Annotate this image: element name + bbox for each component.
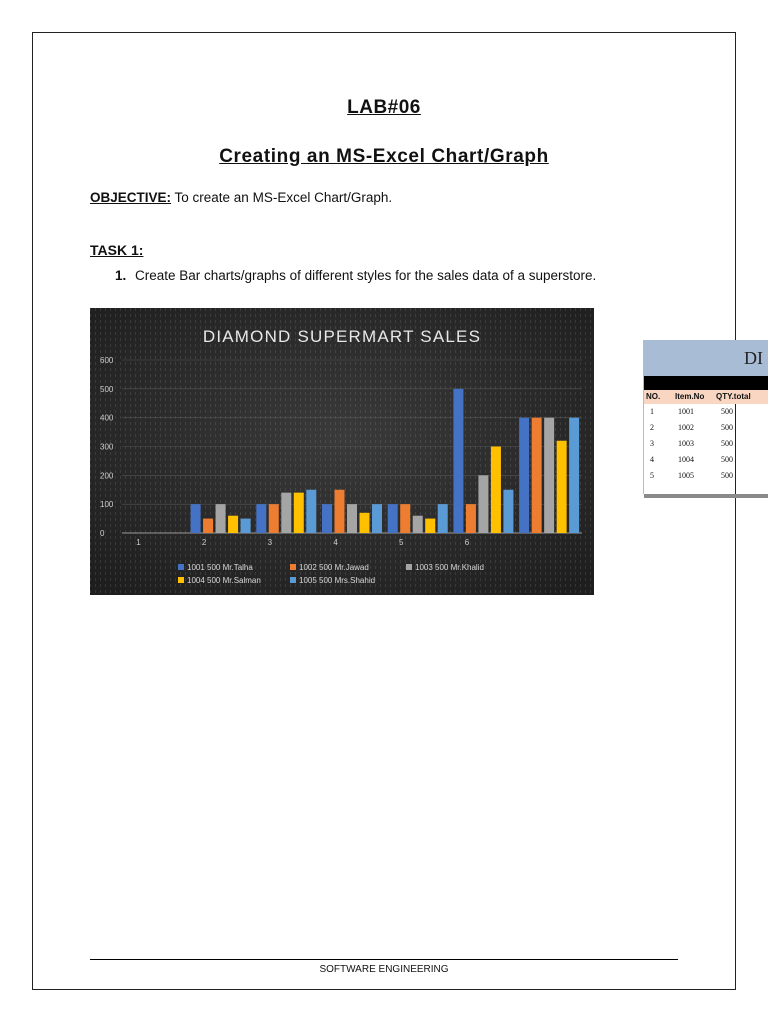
x-tick-label: 3 [267, 538, 273, 547]
bar-1001-cat-5 [388, 504, 398, 533]
task-item-text: Create Bar charts/graphs of different styles for the sales data of a superstore. [135, 268, 597, 283]
bar-1002-cat-4 [335, 490, 345, 533]
bar-1001-cat-2 [191, 504, 201, 533]
legend-swatch [290, 577, 296, 583]
y-tick-label: 400 [100, 413, 114, 423]
page-title: Creating an MS-Excel Chart/Graph [219, 146, 549, 167]
table-cell: 1002 [678, 423, 694, 432]
y-tick-label: 200 [100, 471, 114, 481]
bar-1002-cat-5 [400, 504, 410, 533]
bar-1005-cat-4 [372, 504, 382, 533]
table-row [644, 406, 768, 418]
bar-1004-cat-5 [425, 519, 435, 533]
objective-line [90, 190, 392, 205]
table-row [644, 438, 768, 450]
task-item-number: 1. [115, 268, 127, 283]
table-cell: 5 [650, 471, 654, 480]
objective-label: OBJECTIVE: [90, 190, 172, 205]
x-tick-label: 1 [136, 538, 141, 547]
bar-1003-cat-2 [216, 504, 226, 533]
task-item [115, 266, 635, 285]
bar-1005-cat-7 [569, 418, 579, 533]
table-col-header: Item.No [675, 392, 705, 401]
y-tick-label: 600 [100, 356, 114, 365]
bar-1004-cat-2 [228, 516, 238, 533]
table-title-bar [644, 340, 768, 376]
bar-1004-cat-3 [294, 493, 304, 533]
table-row [644, 454, 768, 466]
x-tick-label: 4 [333, 538, 338, 547]
sales-bar-chart [90, 308, 594, 595]
table-cell: 2 [650, 423, 654, 432]
lab-number: LAB#06 [347, 97, 421, 118]
legend-label: 1002 500 Mr.Jawad [299, 563, 369, 572]
legend-swatch [406, 564, 412, 570]
bar-1003-cat-3 [281, 493, 291, 533]
legend-swatch [178, 577, 184, 583]
table-column-headers [644, 390, 768, 404]
bar-1003-cat-5 [413, 516, 423, 533]
y-tick-label: 300 [100, 442, 114, 452]
bar-1005-cat-2 [241, 519, 251, 533]
bar-1005-cat-3 [306, 490, 316, 533]
table-cell: 500 [721, 423, 733, 432]
bar-1004-cat-4 [360, 513, 370, 533]
bar-1004-cat-6 [491, 447, 501, 534]
bar-1004-cat-7 [557, 441, 567, 533]
bar-1001-cat-4 [322, 504, 332, 533]
task-heading: TASK 1: [90, 242, 144, 258]
table-cell: 1 [650, 407, 654, 416]
bar-1002-cat-6 [466, 504, 476, 533]
table-cell: 1003 [678, 439, 694, 448]
chart-texture [90, 308, 594, 595]
bar-1002-cat-2 [203, 519, 213, 533]
legend-label: 1005 500 Mrs.Shahid [299, 576, 376, 585]
bar-1001-cat-3 [256, 504, 266, 533]
table-cell: 500 [721, 471, 733, 480]
table-cell: 4 [650, 455, 654, 464]
bar-1001-cat-6 [453, 389, 463, 533]
bar-1003-cat-7 [544, 418, 554, 533]
legend-label: 1004 500 Mr.Salman [187, 576, 261, 585]
table-cell: 500 [721, 407, 733, 416]
side-data-table [626, 340, 768, 500]
legend-swatch [178, 564, 184, 570]
table-shadow [644, 494, 768, 498]
legend-swatch [290, 564, 296, 570]
table-cell: 3 [650, 439, 654, 448]
y-tick-label: 500 [100, 384, 114, 394]
table-cell: 500 [721, 455, 733, 464]
table-cell: 500 [721, 439, 733, 448]
table-header-band [644, 376, 768, 390]
bar-1002-cat-3 [269, 504, 279, 533]
footer-text: SOFTWARE ENGINEERING [319, 964, 449, 975]
y-tick-label: 100 [100, 500, 114, 510]
legend-label: 1003 500 Mr.Khalid [415, 563, 484, 572]
bar-1001-cat-7 [519, 418, 529, 533]
bar-1003-cat-4 [347, 504, 357, 533]
table-row [644, 422, 768, 434]
table-row [644, 470, 768, 482]
table-col-header: QTY.total [716, 392, 751, 401]
bar-1003-cat-6 [478, 475, 488, 533]
footer-rule [90, 959, 678, 960]
y-tick-label: 0 [100, 529, 105, 538]
x-tick-label: 5 [399, 538, 404, 547]
x-tick-label: 6 [464, 538, 470, 547]
objective-text: To create an MS-Excel Chart/Graph. [171, 190, 393, 205]
bar-1002-cat-7 [532, 418, 542, 533]
bar-1005-cat-5 [438, 504, 448, 533]
table-cell: 1001 [678, 407, 694, 416]
chart-title: DIAMOND SUPERMART SALES [202, 327, 482, 346]
bar-1005-cat-6 [503, 490, 513, 533]
x-tick-label: 2 [201, 538, 207, 547]
table-title-fragment: DI [744, 348, 763, 368]
table-cell: 1005 [678, 471, 694, 480]
table-col-header: NO. [646, 392, 661, 401]
legend-label: 1001 500 Mr.Talha [187, 563, 253, 572]
table-cell: 1004 [678, 455, 694, 464]
